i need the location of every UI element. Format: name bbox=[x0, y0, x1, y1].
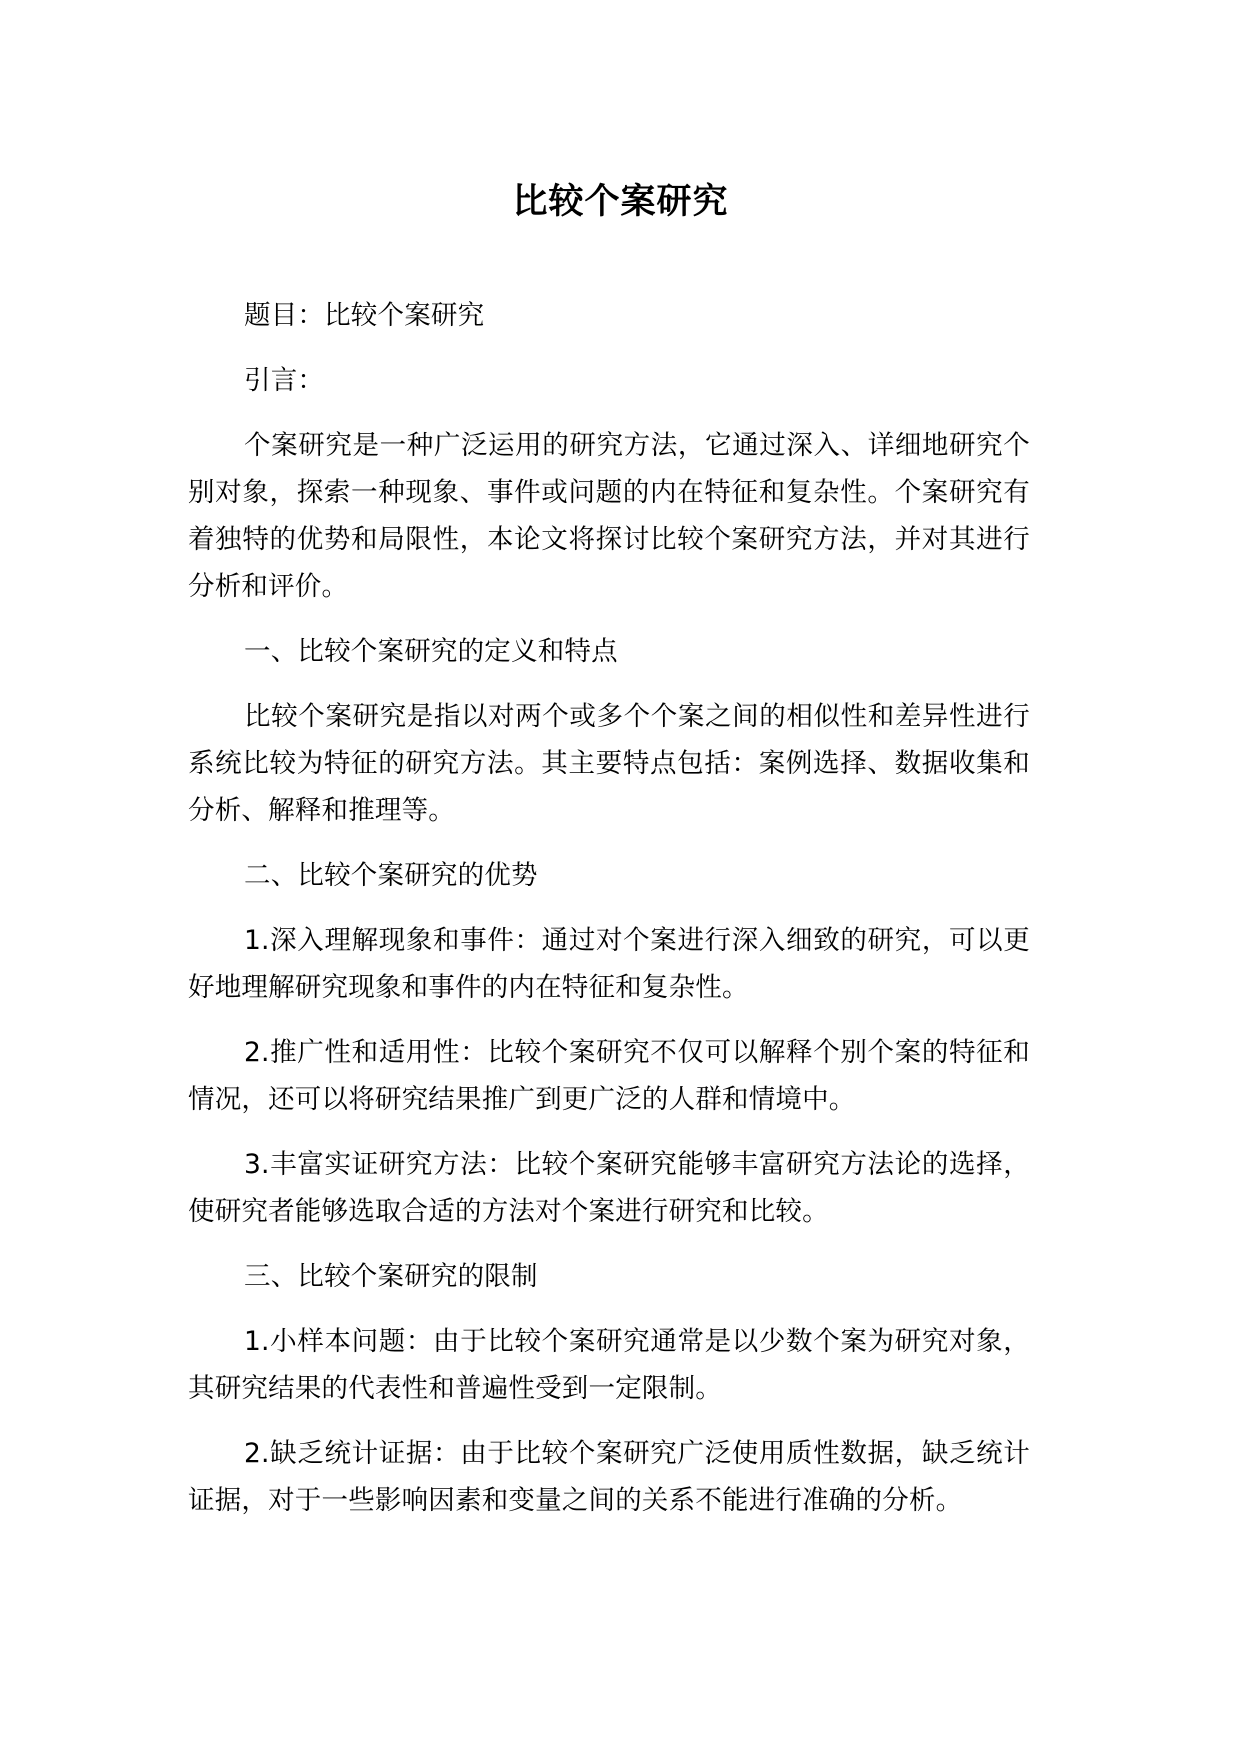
document-body bbox=[188, 292, 1030, 1542]
topic-line: 题目：比较个案研究 bbox=[244, 300, 485, 331]
limitation-item-2: 2.缺乏统计证据：由于比较个案研究广泛使用质性数据，缺乏统计证据，对于一些影响因素和变量之间的关系不能进行准确的分析。 bbox=[188, 1438, 1030, 1516]
section-heading-limitations: 三、比较个案研究的限制 bbox=[244, 1261, 538, 1292]
limitation-item-1: 1.小样本问题：由于比较个案研究通常是以少数个案为研究对象，其研究结果的代表性和普遍性受到一定限制。 bbox=[188, 1326, 1030, 1404]
definition-paragraph: 比较个案研究是指以对两个或多个个案之间的相似性和差异性进行系统比较为特征的研究方法。其主要特点包括：案例选择、数据收集和分析、解释和推理等。 bbox=[188, 701, 1030, 826]
introduction-paragraph: 个案研究是一种广泛运用的研究方法，它通过深入、详细地研究个别对象，探索一种现象、事件或问题的内在特征和复杂性。个案研究有着独特的优势和局限性，本论文将探讨比较个案研究方法，并对其进行分析和评价。 bbox=[188, 430, 1030, 602]
advantage-item-1: 1.深入理解现象和事件：通过对个案进行深入细致的研究，可以更好地理解研究现象和事件的内在特征和复杂性。 bbox=[188, 925, 1030, 1003]
advantage-item-2: 2.推广性和适用性：比较个案研究不仅可以解释个别个案的特征和情况，还可以将研究结果推广到更广泛的人群和情境中。 bbox=[188, 1037, 1030, 1115]
section-heading-definition: 一、比较个案研究的定义和特点 bbox=[244, 636, 618, 667]
section-heading-advantages: 二、比较个案研究的优势 bbox=[244, 860, 538, 891]
introduction-heading: 引言： bbox=[244, 365, 325, 396]
document-title: 比较个案研究 bbox=[512, 182, 729, 222]
advantage-item-3: 3.丰富实证研究方法：比较个案研究能够丰富研究方法论的选择，使研究者能够选取合适的方法对个案进行研究和比较。 bbox=[188, 1149, 1030, 1227]
